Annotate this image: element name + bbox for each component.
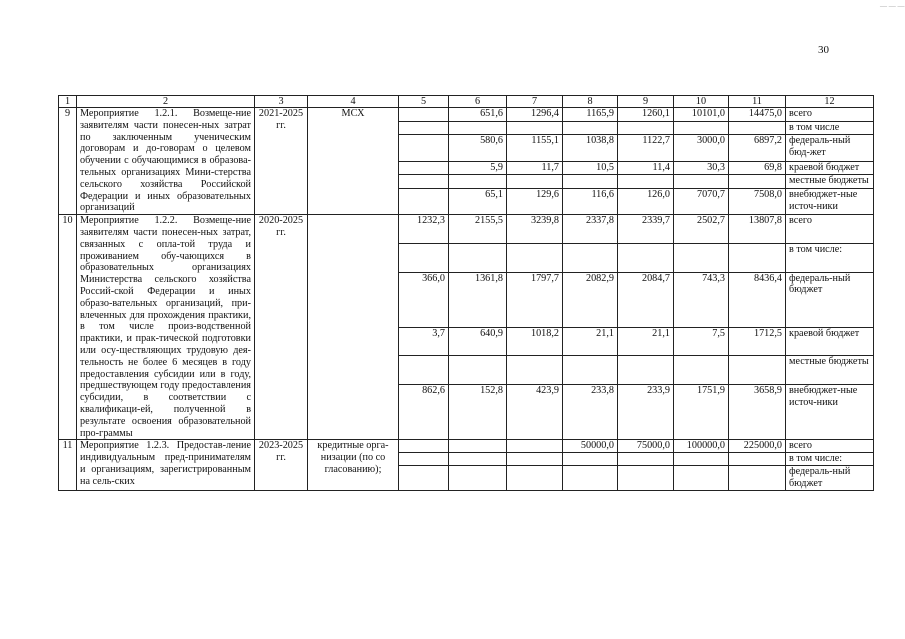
value-cell	[674, 356, 729, 385]
value-cell	[729, 243, 786, 272]
row-number: 10	[59, 215, 77, 440]
period-cell: 2023-2025 гг.	[255, 440, 308, 490]
value-cell: 3239,8	[507, 215, 563, 244]
value-cell	[618, 121, 674, 135]
table-row	[59, 440, 874, 453]
value-cell: 743,3	[674, 272, 729, 327]
value-cell: 100000,0	[674, 440, 729, 453]
value-cell	[674, 121, 729, 135]
funding-source: в том числе:	[786, 453, 874, 466]
value-cell	[399, 243, 449, 272]
header-cell: 5	[399, 96, 449, 108]
value-cell	[399, 356, 449, 385]
measure-description: Мероприятие 1.2.2. Возмеще-ние заявителям части понесен-ных затрат, связанных с опла-той труда и проживанием обу-чающихся в образовательных организациях Министерства сельского хозяйства Россий-ской Федерации и иных образо-вательных организаций, при-влеченных для прохождения практики, в том числе произ-водственной практики, и прак-тической подготовки или осу-ществляющих трудовую дея-тельность не более 6 месяцев в году предоставления субсидии или в году, предшествующем году предоставления субсидии, в соответствии с квалификаци-ей, полученной в результате освоения образовательной про-граммы	[77, 215, 255, 440]
value-cell	[399, 135, 449, 161]
page-number: 30	[818, 44, 829, 56]
value-cell: 3,7	[399, 327, 449, 356]
funding-source: всего	[786, 215, 874, 244]
value-cell: 75000,0	[618, 440, 674, 453]
period-cell: 2021-2025 гг.	[255, 108, 308, 215]
table-row	[59, 108, 874, 122]
value-cell: 1155,1	[507, 135, 563, 161]
value-cell: 116,6	[563, 188, 618, 214]
value-cell	[507, 175, 563, 189]
value-cell: 11,7	[507, 161, 563, 175]
value-cell	[674, 175, 729, 189]
value-cell	[563, 175, 618, 189]
value-cell	[449, 453, 507, 466]
header-cell: 10	[674, 96, 729, 108]
value-cell: 1361,8	[449, 272, 507, 327]
funding-source: федераль-ный бюджет	[786, 272, 874, 327]
header-cell: 8	[563, 96, 618, 108]
value-cell: 1296,4	[507, 108, 563, 122]
value-cell: 3658,9	[729, 385, 786, 440]
value-cell	[507, 465, 563, 490]
header-cell: 7	[507, 96, 563, 108]
header-cell: 12	[786, 96, 874, 108]
executor-cell	[308, 215, 399, 440]
value-cell	[674, 453, 729, 466]
financing-table	[58, 95, 874, 491]
value-cell: 2155,5	[449, 215, 507, 244]
corner-mark: — — —	[880, 2, 905, 10]
value-cell: 862,6	[399, 385, 449, 440]
value-cell	[449, 356, 507, 385]
value-cell	[674, 243, 729, 272]
funding-source: федераль-ный бюджет	[786, 465, 874, 490]
executor-cell: МСХ	[308, 108, 399, 215]
header-cell: 6	[449, 96, 507, 108]
executor-cell: кредитные орга-низации (по со гласованию);	[308, 440, 399, 490]
value-cell: 233,8	[563, 385, 618, 440]
header-cell: 11	[729, 96, 786, 108]
value-cell	[563, 121, 618, 135]
value-cell: 21,1	[618, 327, 674, 356]
value-cell: 7,5	[674, 327, 729, 356]
value-cell: 1165,9	[563, 108, 618, 122]
value-cell: 2502,7	[674, 215, 729, 244]
funding-source: краевой бюджет	[786, 161, 874, 175]
value-cell	[449, 465, 507, 490]
value-cell: 1260,1	[618, 108, 674, 122]
value-cell: 2084,7	[618, 272, 674, 327]
value-cell	[729, 465, 786, 490]
value-cell: 8436,4	[729, 272, 786, 327]
value-cell: 21,1	[563, 327, 618, 356]
value-cell: 14475,0	[729, 108, 786, 122]
funding-source: в том числе	[786, 121, 874, 135]
value-cell: 3000,0	[674, 135, 729, 161]
value-cell	[563, 465, 618, 490]
value-cell	[449, 243, 507, 272]
value-cell	[563, 243, 618, 272]
value-cell: 129,6	[507, 188, 563, 214]
value-cell: 10101,0	[674, 108, 729, 122]
value-cell: 1712,5	[729, 327, 786, 356]
value-cell	[729, 356, 786, 385]
value-cell: 580,6	[449, 135, 507, 161]
value-cell: 7508,0	[729, 188, 786, 214]
value-cell	[399, 175, 449, 189]
value-cell: 1751,9	[674, 385, 729, 440]
funding-source: всего	[786, 108, 874, 122]
header-cell: 4	[308, 96, 399, 108]
row-number: 11	[59, 440, 77, 490]
value-cell: 69,8	[729, 161, 786, 175]
header-row	[59, 96, 874, 108]
value-cell	[399, 161, 449, 175]
value-cell: 1122,7	[618, 135, 674, 161]
value-cell: 126,0	[618, 188, 674, 214]
funding-source: внебюджет-ные источ-ники	[786, 385, 874, 440]
row-number: 9	[59, 108, 77, 215]
value-cell	[729, 121, 786, 135]
value-cell: 640,9	[449, 327, 507, 356]
value-cell	[618, 243, 674, 272]
value-cell: 1018,2	[507, 327, 563, 356]
value-cell	[618, 356, 674, 385]
value-cell	[729, 453, 786, 466]
value-cell: 7070,7	[674, 188, 729, 214]
value-cell	[399, 121, 449, 135]
value-cell: 6897,2	[729, 135, 786, 161]
value-cell	[507, 440, 563, 453]
value-cell	[507, 121, 563, 135]
value-cell: 5,9	[449, 161, 507, 175]
value-cell: 1797,7	[507, 272, 563, 327]
value-cell: 366,0	[399, 272, 449, 327]
value-cell	[618, 175, 674, 189]
value-cell	[563, 453, 618, 466]
funding-source: местные бюджеты	[786, 356, 874, 385]
value-cell	[507, 453, 563, 466]
value-cell: 13807,8	[729, 215, 786, 244]
value-cell: 1038,8	[563, 135, 618, 161]
value-cell: 30,3	[674, 161, 729, 175]
value-cell	[507, 356, 563, 385]
value-cell	[399, 188, 449, 214]
value-cell: 152,8	[449, 385, 507, 440]
funding-source: краевой бюджет	[786, 327, 874, 356]
value-cell	[449, 175, 507, 189]
value-cell	[563, 356, 618, 385]
measure-description: Мероприятие 1.2.3. Предостав-ление индивидуальным пред-принимателям и организациям, зарегистрированным на сель-ских	[77, 440, 255, 490]
value-cell	[729, 175, 786, 189]
header-cell: 3	[255, 96, 308, 108]
value-cell: 11,4	[618, 161, 674, 175]
value-cell: 65,1	[449, 188, 507, 214]
value-cell: 2339,7	[618, 215, 674, 244]
value-cell	[449, 440, 507, 453]
value-cell: 233,9	[618, 385, 674, 440]
value-cell: 1232,3	[399, 215, 449, 244]
value-cell	[507, 243, 563, 272]
value-cell: 225000,0	[729, 440, 786, 453]
value-cell: 50000,0	[563, 440, 618, 453]
value-cell	[449, 121, 507, 135]
value-cell	[399, 453, 449, 466]
value-cell	[399, 440, 449, 453]
table-row	[59, 215, 874, 244]
header-cell: 9	[618, 96, 674, 108]
funding-source: всего	[786, 440, 874, 453]
funding-source: местные бюджеты	[786, 175, 874, 189]
funding-source: федераль-ный бюд-жет	[786, 135, 874, 161]
value-cell: 2082,9	[563, 272, 618, 327]
value-cell: 10,5	[563, 161, 618, 175]
value-cell	[399, 465, 449, 490]
value-cell	[399, 108, 449, 122]
funding-source: в том числе:	[786, 243, 874, 272]
funding-source: внебюджет-ные источ-ники	[786, 188, 874, 214]
measure-description: Мероприятие 1.2.1. Возмеще-ние заявителям части понесен-ных затрат по заключенным ученическим договорам и до-говорам о целевом обучении с обучающимися в образова-тельных организациях Мини-стерства сельского хозяйства Российской Федерации и иных образовательных организаций	[77, 108, 255, 215]
value-cell	[674, 465, 729, 490]
header-cell: 1	[59, 96, 77, 108]
value-cell: 423,9	[507, 385, 563, 440]
period-cell: 2020-2025 гг.	[255, 215, 308, 440]
value-cell	[618, 453, 674, 466]
value-cell	[618, 465, 674, 490]
value-cell: 2337,8	[563, 215, 618, 244]
header-cell: 2	[77, 96, 255, 108]
value-cell: 651,6	[449, 108, 507, 122]
